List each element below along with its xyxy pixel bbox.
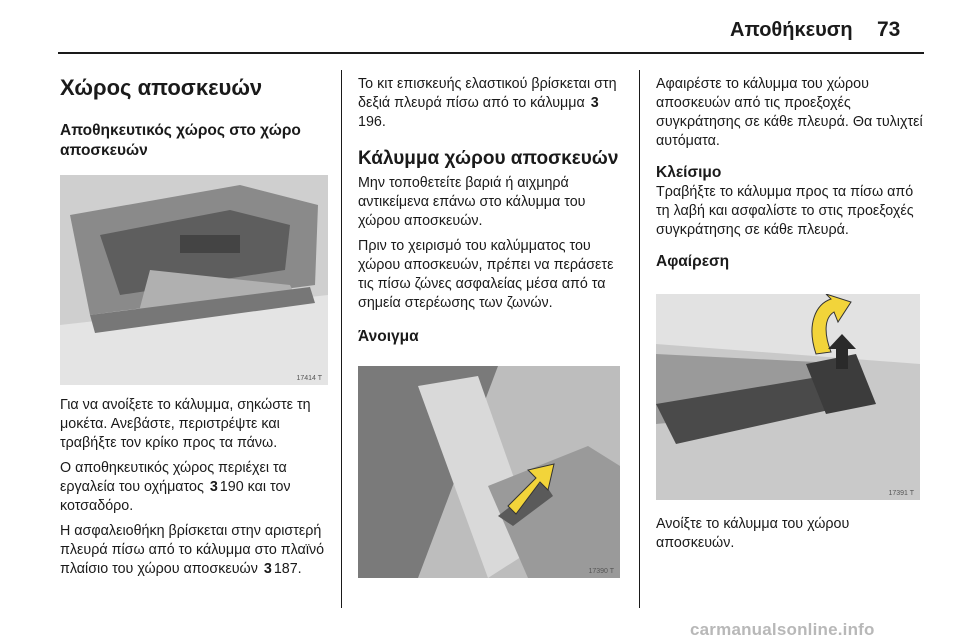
header-rule [58, 52, 924, 54]
paragraph: Πριν το χειρισμό του καλύμματος του χώρου αποσκευών, πρέπει να περάσετε τις πίσω ζώνες ασφαλείας μέσα από τα σημεία στερέωσης των ζωνών. [358, 238, 614, 311]
figure-code: 17391 T [888, 490, 914, 497]
removal-illustration [656, 294, 920, 500]
subsection-heading: Αποθηκευτικός χώρος στο χώρο αποσκευών [60, 122, 301, 159]
section-heading: Χώρος αποσκευών [60, 75, 263, 100]
header-title: Αποθήκευση [730, 19, 853, 41]
watermark: carmanualsonline.info [690, 620, 875, 639]
figure-removal [656, 294, 920, 500]
paragraph: Ο αποθηκευτικός χώρος περιέχει τα εργαλεία του οχήματος 3 190 και τον κοτσαδόρο. [60, 460, 291, 514]
paragraph: Τραβήξτε το κάλυμμα προς τα πίσω από τη λαβή και ασφαλίστε το στις προεξοχές συγκράτησης σε κάθε πλευρά. [656, 184, 914, 238]
column-divider-2 [639, 70, 640, 608]
column-1 [60, 75, 328, 161]
figure-code: 17390 T [588, 568, 614, 575]
page-ref-icon: 3 [209, 479, 218, 495]
figure-storage-compartment [60, 175, 328, 385]
paragraph: Ανοίξτε το κάλυμμα του χώρου αποσκευών. [656, 516, 850, 551]
section-heading: Κάλυμμα χώρου αποσκευών [358, 148, 619, 169]
paragraph: Η ασφαλειοθήκη βρίσκεται στην αριστερή πλευρά πίσω από το κάλυμμα στο πλαϊνό πλαίσιο του χώρου αποσκευών 3 187. [60, 523, 325, 577]
column-1-body [60, 396, 332, 585]
paragraph: Το κιτ επισκευής ελαστικού βρίσκεται στη δεξιά πλευρά πίσω από το κάλυμμα 3196. [358, 76, 617, 130]
paragraph: Για να ανοίξετε το κάλυμμα, σηκώστε τη μοκέτα. Ανεβάστε, περιστρέψτε και τραβήξτε τον κρίκο προς τα πάνω. [60, 397, 311, 451]
storage-compartment-illustration [60, 175, 328, 385]
subsection-heading: Κλείσιμο [656, 164, 722, 181]
column-2 [358, 75, 626, 347]
opening-illustration [358, 366, 620, 578]
page-number: 73 [877, 18, 901, 41]
page-ref-icon: 3 [263, 561, 272, 577]
subsection-heading: Αφαίρεση [656, 253, 730, 270]
subsection-heading: Άνοιγμα [358, 328, 419, 345]
page-ref-icon: 3 [590, 95, 599, 111]
column-3 [656, 75, 926, 272]
paragraph: Αφαιρέστε το κάλυμμα του χώρου αποσκευών από τις προεξοχές συγκράτησης σε κάθε πλευρά. Θα τυλιχτεί αυτόματα. [656, 76, 923, 149]
figure-opening [358, 366, 620, 578]
column-divider-1 [341, 70, 342, 608]
column-3-body [656, 515, 926, 559]
figure-code: 17414 T [296, 375, 322, 382]
paragraph: Μην τοποθετείτε βαριά ή αιχμηρά αντικείμενα επάνω στο κάλυμμα του χώρου αποσκευών. [358, 175, 586, 229]
